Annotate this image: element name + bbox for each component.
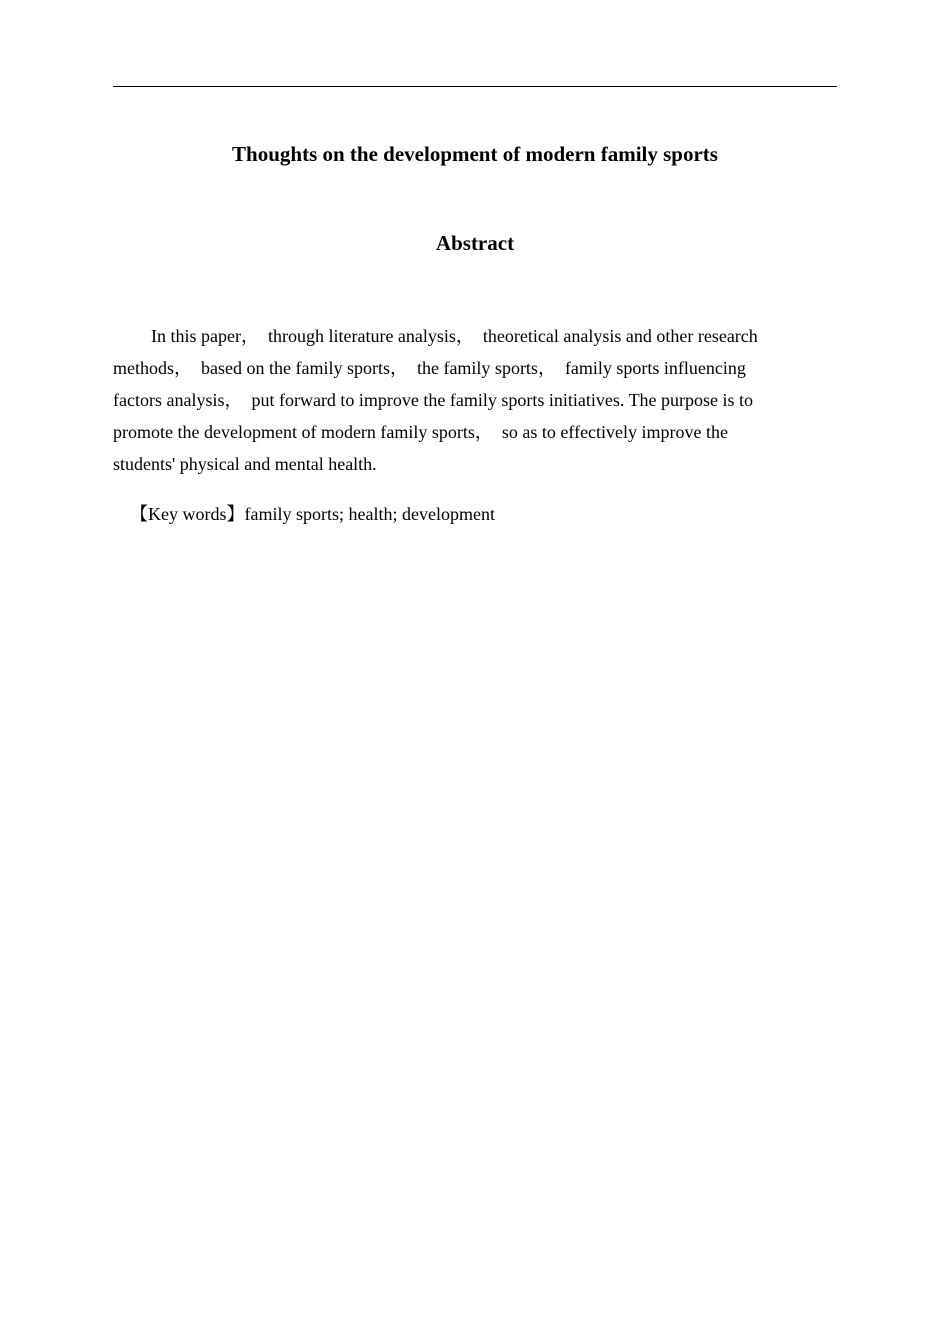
abstract-line: students' physical and mental health. <box>113 454 377 474</box>
paper-title: Thoughts on the development of modern family sports <box>232 142 718 166</box>
abstract-line: methods， based on the family sports， the family sports， family sports influencing <box>113 358 746 378</box>
abstract-heading: Abstract <box>435 231 515 255</box>
abstract-line: factors analysis， put forward to improve the family sports initiatives. The purpose is to <box>113 390 754 410</box>
header-rule <box>113 86 837 87</box>
keywords-line <box>130 500 830 528</box>
keywords-label: 【Key words】 <box>130 504 245 524</box>
abstract-body <box>113 320 813 480</box>
keywords-text: family sports; health; development <box>244 504 495 524</box>
abstract-line: promote the development of modern family sports， so as to effectively improve the <box>113 422 729 442</box>
abstract-line: In this paper， through literature analysis， theoretical analysis and other research <box>151 326 758 346</box>
